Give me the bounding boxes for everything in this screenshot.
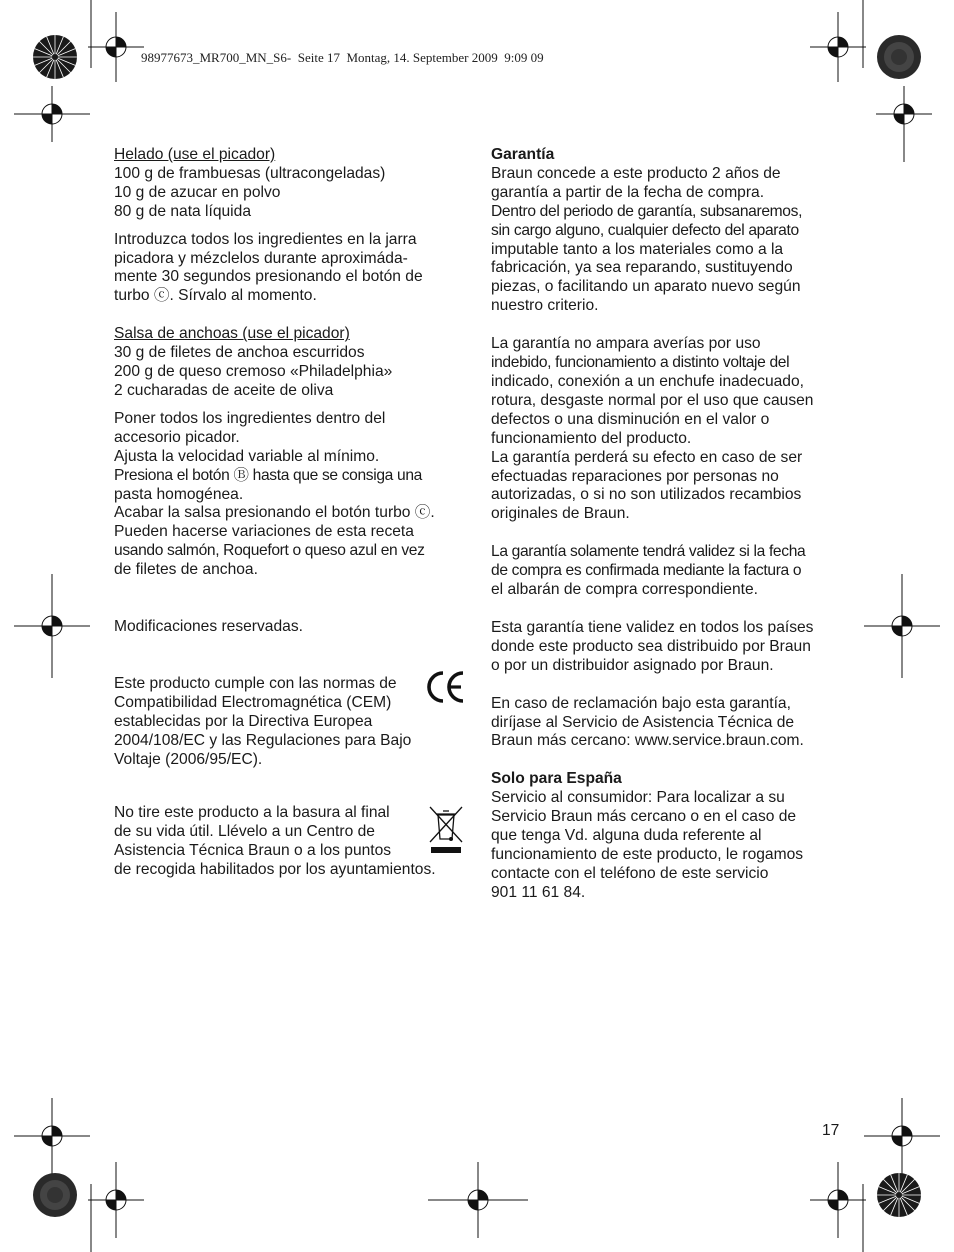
instruction-line: mente 30 segundos presionando el botón de: [114, 268, 423, 286]
ingredient: 80 g de nata líquida: [114, 202, 251, 220]
instruction-line: turbo ⓒ. Sírvalo al momento.: [114, 287, 317, 305]
warranty-line: indebido, funcionamiento a distinto voltaje del: [491, 354, 790, 372]
warranty-line: Braun más cercano: www.service.braun.com.: [491, 732, 804, 750]
warranty-line: La garantía no ampara averías por uso: [491, 335, 761, 353]
warranty-line: nuestro criterio.: [491, 297, 599, 315]
ingredient: 100 g de frambuesas (ultracongeladas): [114, 164, 386, 182]
warranty-line: La garantía perderá su efecto en caso de ser: [491, 448, 803, 466]
recipe-ice-cream: [114, 146, 466, 306]
recipe-title: Helado (use el picador): [114, 146, 276, 163]
spain-line: Servicio al consumidor: Para localizar a su: [491, 789, 785, 807]
spain-service-section: [491, 770, 841, 902]
instruction-line: Pueden hacerse variaciones de esta receta: [114, 523, 414, 541]
warranty-line: fabricación, ya sea reparando, sustituyendo: [491, 259, 793, 277]
ce-text-line: Compatibilidad Electromagnética (CEM): [114, 693, 392, 711]
spain-phone: 901 11 61 84.: [491, 883, 586, 901]
warranty-line: o por un distribuidor asignado por Braun.: [491, 656, 774, 674]
warranty-line: de compra es confirmada mediante la factura o: [491, 562, 802, 580]
registration-mark-left-top: [14, 86, 90, 142]
warranty-line: imputable tanto a los materiales como a la: [491, 240, 784, 258]
instruction-line: accesorio picador.: [114, 428, 240, 446]
registration-mark-left-bottom: [14, 1098, 90, 1174]
disposal-text-line: Asistencia Técnica Braun o a los puntos: [114, 842, 392, 860]
warranty-line: diríjase al Servicio de Asistencia Técnica de: [491, 713, 795, 731]
registration-mark-bottom-right: [810, 1162, 866, 1238]
spain-line: contacte con el teléfono de este servicio: [491, 864, 769, 882]
registration-mark-right-middle: [864, 574, 940, 678]
spain-line: Servicio Braun más cercano o en el caso de: [491, 808, 797, 826]
warranty-title: Garantía: [491, 146, 555, 163]
modifications-note: Modificaciones reservadas.: [114, 618, 303, 636]
ingredient: 30 g de filetes de anchoa escurridos: [114, 344, 365, 362]
warranty-line: La garantía solamente tendrá validez si la fecha: [491, 543, 806, 561]
right-column: [491, 146, 841, 903]
recipe-title: Salsa de anchoas (use el picador): [114, 325, 350, 343]
warranty-line: Dentro del periodo de garantía, subsanaremos,: [491, 202, 803, 220]
disposal-text-line: de su vida útil. Llévelo a un Centro de: [114, 823, 375, 841]
recipe-anchovy-sauce: [114, 325, 466, 580]
disposal-text-line: de recogida habilitados por los ayuntamientos.: [114, 861, 436, 879]
instruction-line: Acabar la salsa presionando el botón turbo ⓒ.: [114, 504, 435, 522]
registration-mark-right-bottom: [864, 1098, 940, 1174]
instruction-line: Introduzca todos los ingredientes en la jarra: [114, 230, 417, 248]
disposal-notice: [114, 804, 466, 880]
star-target-bottom-right: [876, 1172, 922, 1218]
ce-text-line: Voltaje (2006/95/EC).: [114, 750, 263, 768]
ingredient: 200 g de queso cremoso «Philadelphia»: [114, 363, 393, 381]
warranty-line: originales de Braun.: [491, 505, 630, 523]
ce-text-line: establecidas por la Directiva Europea: [114, 712, 373, 730]
registration-mark-top-center-left: [88, 12, 144, 82]
warranty-line: el albarán de compra correspondiente.: [491, 581, 758, 599]
instruction-line: Poner todos los ingredientes dentro del: [114, 409, 386, 427]
spain-title: Solo para España: [491, 770, 622, 788]
warranty-line: sin cargo alguno, cualquier defecto del aparato: [491, 221, 799, 239]
instruction-line: usando salmón, Roquefort o queso azul en vez: [114, 542, 425, 560]
instruction-line: Ajusta la velocidad variable al mínimo.: [114, 447, 380, 465]
warranty-line: garantía a partir de la fecha de compra.: [491, 183, 765, 201]
warranty-line: Esta garantía tiene validez en todos los países: [491, 618, 814, 636]
registration-mark-right-top: [876, 86, 932, 162]
ce-compliance: [114, 675, 466, 770]
page-number: 17: [822, 1122, 840, 1139]
warranty-line: En caso de reclamación bajo esta garantía,: [491, 694, 791, 712]
warranty-line: piezas, o facilitando un aparato nuevo según: [491, 278, 801, 296]
registration-mark-bottom-center: [428, 1162, 528, 1238]
ce-text-line: Este producto cumple con las normas de: [114, 674, 397, 692]
warranty-line: donde este producto sea distribuido por Braun: [491, 637, 811, 655]
star-target-top-right: [876, 34, 922, 80]
warranty-line: funcionamiento del producto.: [491, 429, 692, 447]
ce-mark-icon: [426, 669, 466, 705]
spain-line: funcionamiento de este producto, le rogamos: [491, 846, 804, 863]
spain-line: que tenga Vd. alguna duda referente al: [491, 827, 762, 845]
registration-mark-bottom-left: [88, 1162, 144, 1238]
warranty-line: autorizadas, o si no son utilizados recambios: [491, 486, 802, 504]
instruction-line: picadora y mézclelos durante aproximáda-: [114, 249, 408, 267]
warranty-section: [491, 146, 841, 751]
registration-mark-left-middle: [14, 574, 90, 678]
warranty-line: indicado, conexión a un enchufe inadecuado,: [491, 372, 804, 390]
registration-mark-top-center-right: [810, 12, 866, 82]
warranty-line: efectuadas reparaciones por personas no: [491, 467, 779, 485]
left-column: [114, 146, 466, 880]
disposal-text-line: No tire este producto a la basura al final: [114, 804, 390, 822]
instruction-line: pasta homogénea.: [114, 485, 244, 503]
warranty-line: rotura, desgaste normal por el uso que causen: [491, 391, 814, 409]
instruction-line: Presiona el botón Ⓑ hasta que se consiga una: [114, 466, 422, 484]
warranty-line: defectos o una disminución en el valor o: [491, 410, 770, 428]
ingredient: 10 g de azucar en polvo: [114, 183, 281, 201]
ingredient: 2 cucharadas de aceite de oliva: [114, 381, 334, 399]
crossed-out-bin-icon: [429, 806, 463, 854]
warranty-line: Braun concede a este producto 2 años de: [491, 164, 781, 182]
instruction-line: de filetes de anchoa.: [114, 561, 258, 579]
star-target-bottom-left: [32, 1172, 78, 1218]
star-target-top-left: [32, 34, 78, 80]
print-slug: 98977673_MR700_MN_S6- Seite 17 Montag, 14. September 2009 9:09 09: [141, 50, 544, 65]
ce-text-line: 2004/108/EC y las Regulaciones para Bajo: [114, 731, 412, 749]
